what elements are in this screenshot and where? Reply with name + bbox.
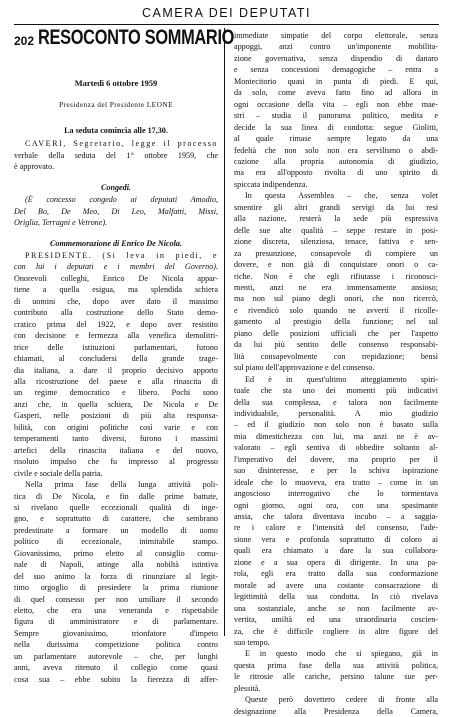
- text-line: tica di De Nicola, e fin dalle prime battute,: [14, 491, 218, 501]
- text-line: anni, aveva ritenuto il collegio come quasi: [14, 663, 218, 673]
- text-line: risoluto impulso che fu impresso al progresso: [14, 457, 218, 467]
- text-line: al quale rimase sempre legato da una: [234, 134, 438, 144]
- text-line: ma era all'opposto rivolta di uno spirito di: [234, 168, 438, 178]
- text-line: si rivelano quelle eccezionali qualità di inge-: [14, 502, 218, 512]
- text-line: ideale che lo muoveva, era tratto – come in un: [234, 477, 438, 487]
- text-line: morale ad avere una costante consacrazione di: [234, 580, 438, 590]
- text-line: anzi che, in quella schiera, De Nicola e De: [14, 399, 218, 409]
- text-line: E in questo modo che si spiegano, già in: [245, 649, 438, 659]
- text-line: questa prima fase della sua attività politica,: [234, 660, 438, 670]
- column-divider: [224, 28, 225, 636]
- text-line: di quel consesso per non umiliare il secondo: [14, 594, 218, 604]
- text-line: zione discreta, silenziosa, tenace, fattiva e sen-: [234, 237, 438, 247]
- text-line: ansia, che talora diventava incubo – a saggia-: [234, 512, 438, 522]
- paragraph-4: [234, 190, 438, 373]
- text-line: plessità.: [234, 683, 261, 693]
- text-line: le ritrosie alle cariche, persino talune sue per-: [234, 672, 438, 682]
- title-row: [14, 26, 235, 76]
- text-line: zione governativa, senza dispendio di danaro: [234, 53, 438, 63]
- text-line: – ed il giudizio non solo non è basato sulla: [234, 420, 438, 430]
- text-line: cratico prima del 1922, e dopo aver resistito: [14, 319, 218, 329]
- text-line: smentire gli altri grandi servigi da lui resi: [234, 202, 438, 212]
- text-line: CAVERI, Segretario, legge il processo: [25, 139, 218, 149]
- text-line: appoggi, anzi contro un'imponente mobilita-: [234, 42, 438, 52]
- text-line: nale di Napoli, attinge alla nobiltà istintiva: [14, 560, 218, 570]
- text-line: sione vera e profonda soprattutto di coloro ai: [234, 534, 438, 544]
- text-line: di uomini che, dopo aver dato il massimo: [14, 296, 218, 306]
- text-line: artefici della rinascita italiana e del nuovo,: [14, 445, 218, 455]
- leaves-paragraph: [14, 194, 218, 228]
- text-line: za, che è difficile cogliere in altre figure del: [234, 626, 438, 636]
- text-line: con decisione e fermezza alla venefica demolitri-: [14, 331, 218, 341]
- text-line: l'imperativo del dovere, ma proprio per il: [234, 454, 438, 464]
- text-line: Ed è in quest'ultimo atteggiamento spiri-: [245, 374, 438, 384]
- text-line: valorato – egli sentiva di obbedire soltanto al-: [234, 443, 438, 453]
- text-line: delle sue alte qualità – seppe restare in posi-: [234, 225, 438, 235]
- text-line: è approvato.: [14, 162, 55, 172]
- text-line: fedeltà che non solo non era servilismo o abdi-: [234, 145, 438, 155]
- text-line: e rivendicò solo quando ne avvertì il ricolle-: [234, 305, 438, 315]
- text-line: da solo, come aveva fatto fino ad allora in: [234, 88, 438, 98]
- text-line: suo disinteresse, e per la schiva ispirazione: [234, 466, 438, 476]
- text-line: verbale della seduta del 1° ottobre 1959, che: [14, 150, 218, 160]
- text-line: mia dimestichezza con lui, ma anzi ne è av-: [234, 431, 438, 441]
- text-line: da lui più sentito delle consenso responsabi-: [234, 340, 438, 350]
- text-line: alla ricostruzione del paese e alla rinascita di: [14, 376, 218, 386]
- text-line: riche. Non è che egli rifiutasse i riconosci-: [234, 271, 438, 281]
- paragraph-2: [14, 479, 218, 685]
- presidency-line: Presidenza del Presidente LEONE: [59, 100, 173, 110]
- text-line: legittimità della sua condotta. In ciò rivelava: [234, 592, 438, 602]
- text-line: immediate simpatie del corpo elettorale, senza: [234, 31, 438, 40]
- text-line: del suo animo la forza di rinunziare al legit-: [14, 571, 218, 581]
- page-number: 202: [14, 34, 35, 48]
- text-line: dovere, e non già di conquistare onori o ca-: [234, 260, 438, 270]
- leaves-heading: Congedi.: [100, 182, 132, 192]
- text-line: piano delle posizioni ufficiali che per l'aspetto: [234, 328, 438, 338]
- text-line: lità consapevolmente con trepidazione; bensì: [234, 351, 438, 361]
- text-line: designazione alla Presidenza della Camera,: [234, 706, 438, 716]
- commemoration-heading: Commemorazione di Enrico De Nicola.: [49, 238, 183, 248]
- opening-heading: La seduta comincia alle 17,30.: [64, 125, 168, 135]
- text-line: angoscioso interrogativo che lo tormentava: [234, 489, 438, 499]
- text-line: gamento al prestigio della funzione; nel sul: [234, 317, 438, 327]
- text-line: e senza concessioni demagogiche – entra a: [234, 65, 438, 75]
- text-line: trice delle istituzioni parlamentari, furono: [14, 342, 218, 352]
- text-line: Queste però dovettero cedere di fronte alla: [245, 695, 438, 705]
- text-line: con lui i deputati e i membri del Governo).: [14, 262, 218, 272]
- text-line: un regime democratico e libero. Pochi sono: [14, 388, 218, 398]
- text-line: temperamenti tanto diversi, furono i massimi: [14, 434, 218, 444]
- text-line: Origlia, Terragni e Vetrone).: [14, 218, 108, 228]
- text-line: Nella prima fase della lunga attività poli-: [25, 480, 218, 490]
- text-line: ogni occasione della vita – egli non ebbe mae-: [234, 99, 438, 109]
- text-line: figura di amministratore e di parlamentare.: [14, 617, 218, 627]
- left-column: [14, 26, 235, 685]
- text-line: una sostanziale, anche se non facilmente av-: [234, 603, 438, 613]
- page-title: RESOCONTO SOMMARIO: [38, 26, 235, 49]
- text-line: cosa sua – ebbe subito la fierezza di affer-: [14, 674, 218, 684]
- text-line: tuale che sta uno dei momenti più indicativi: [234, 386, 438, 396]
- text-line: civile e sociale della patria.: [14, 468, 103, 478]
- text-line: menti, anzi ne era immensamente ansioso;: [234, 282, 438, 292]
- text-line: Del Bo, De Meo, Di Leo, Malfatti, Missi,: [14, 206, 218, 216]
- paragraph-3: [234, 30, 438, 190]
- paragraph-6: [234, 648, 438, 694]
- paragraph-7: [234, 694, 438, 717]
- text-line: nella durissima competizione politica contro: [14, 640, 218, 650]
- text-line: politico di eccezionale, inimitabile stampo.: [14, 537, 218, 547]
- text-line: eletto, che era una veneranda e rispettabile: [14, 606, 218, 616]
- text-line: spiccata indipendenza.: [234, 179, 308, 189]
- text-line: predestinate a formare un modello di uomo: [14, 525, 218, 535]
- text-line: quali era chiamato a dare la sua collabora-: [234, 546, 438, 556]
- text-line: Giovanissimo, primo eletto al consiglio comu-: [14, 548, 218, 558]
- text-line: ogni giorno, ogni ora, con una spasimante: [234, 500, 438, 510]
- text-line: alla nazione, resterà la sede più espressiva: [234, 214, 438, 224]
- text-line: suo tempo.: [234, 638, 270, 648]
- session-date: Martedì 6 ottobre 1959: [74, 79, 158, 88]
- text-line: za presunzione, consapevole di compiere un: [234, 248, 438, 258]
- right-column: [234, 30, 438, 717]
- commemoration-paragraph: [14, 250, 218, 479]
- text-line: un parlamentare autorevole – che, per lunghi: [14, 651, 218, 661]
- text-line: della sua complessa, e talora non facilmente: [234, 397, 438, 407]
- text-line: Sempre giovanissimo, trionfatore d'impeto: [14, 628, 218, 638]
- text-line: bilità, con origini politiche così varie e con: [14, 422, 218, 432]
- running-head: CAMERA DEI DEPUTATI: [141, 6, 312, 20]
- text-line: In questa Assemblea – che, senza volet: [245, 191, 438, 201]
- text-line: ma non sul piano degli onori, che non ricercò,: [234, 294, 438, 304]
- text-line: gno, e soprattutto di carattere, che sembrano: [14, 514, 218, 524]
- text-line: decide la sua linea di condotta: segue Giolitti,: [234, 122, 438, 132]
- text-line: zione e a sua opera di dirigente. In una pa-: [234, 557, 438, 567]
- text-line: timo orgoglio di presiedere la prima riunione: [14, 583, 218, 593]
- text-line: re i calore e l'intensità del consenso, l'ade-: [234, 523, 438, 533]
- text-line: Montecitorio quasi in punta di piedi. E qui,: [234, 76, 438, 86]
- text-line: chiamati, al concludersi della grande trage-: [14, 354, 218, 364]
- text-line: vertita, umiltà ed una straordinaria coscien-: [234, 615, 438, 625]
- header-rule: [14, 24, 439, 25]
- text-line: Gasperi, nelle posizioni di più alta responsa-: [14, 411, 218, 421]
- text-line: (È concesso congedo ai deputati Amodio,: [25, 195, 218, 205]
- minutes-paragraph: [14, 138, 218, 172]
- text-line: sul piano dell'approvazione e del consenso.: [234, 363, 375, 373]
- text-line: cazione alla propria autonomia di giudizio,: [234, 156, 438, 166]
- paragraph-5: [234, 374, 438, 649]
- text-line: Onorevoli colleghi, Enrico De Nicola appar-: [14, 273, 218, 283]
- text-line: dia italiana, a dare il proprio decisivo apporto: [14, 365, 218, 375]
- text-line: PRESIDENTE. (Si leva in piedi, e: [25, 250, 218, 260]
- text-line: contributo alla costruzione dello Stato demo-: [14, 308, 218, 318]
- text-line: tiene a quella esigua, ma splendida schiera: [14, 285, 218, 295]
- text-line: stri – studia il panorama politico, medita e: [234, 111, 438, 121]
- text-line: individuabile, personalità. A mio giudizio: [234, 408, 438, 418]
- text-line: rola, egli era tratto dalla sua conformazione: [234, 569, 438, 579]
